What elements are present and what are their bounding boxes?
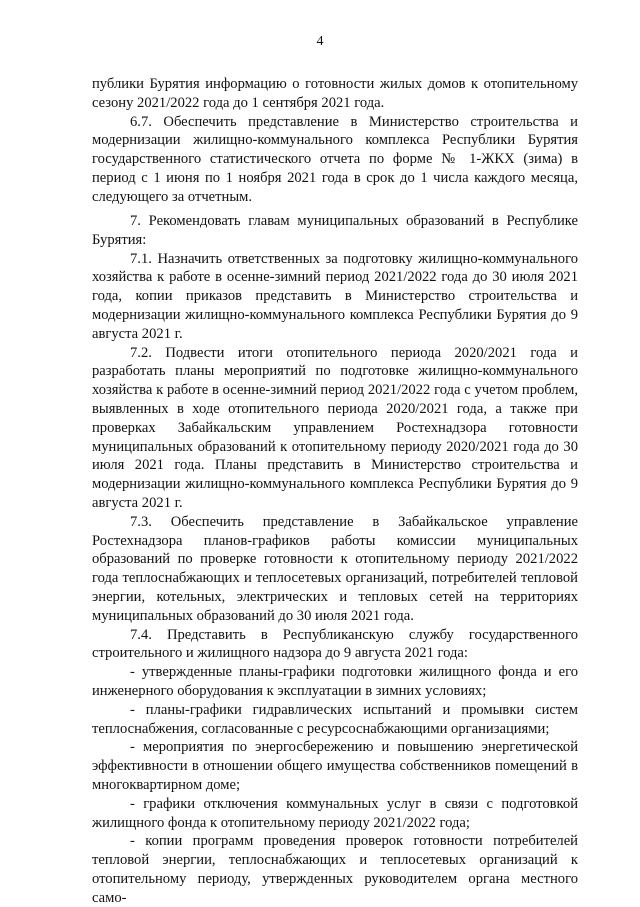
list-item-utility-shutdown: - графики отключения коммунальных услуг в связи с подготовкой жилищного фонда к отопительному периоду 2021/2022 года; xyxy=(92,795,578,831)
list-item-inspection-programs: - копии программ проведения проверок готовности потребителей тепловой энергии, теплоснабжающих и теплосетевых организаций к отопительному периоду, утвержденных руководителем органа местного само- xyxy=(92,833,578,906)
page-number: 4 xyxy=(316,34,324,49)
paragraph-7-2: 7.2. Подвести итоги отопительного периода 2020/2021 года и разработать планы мероприятий по подготовке жилищно-коммунального хозяйства к работе в осенне-зимний период 2021/2022 года с учетом проблем, выявленных в ходе отопительного периода 2020/2021 года, а также при проверках Забайкальским управлением Ростехнадзора готовности муниципальных образований к отопительному периоду 2020/2021 года до 30 июля 2021 года. Планы представить в Министерство строительства и модернизации жилищно-коммунального комплекса Республики Бурятия до 9 августа 2021 г. xyxy=(92,344,578,511)
list-item-plans-schedules: - утвержденные планы-графики подготовки жилищного фонда и его инженерного оборудования к эксплуатации в зимних условиях; xyxy=(92,664,578,699)
list-item-energy-saving: - мероприятия по энергосбережению и повышению энергетической эффективности в отношении общего имущества собственников помещений в многоквартирном доме; xyxy=(92,739,578,793)
paragraph-6-7: 6.7. Обеспечить представление в Министерство строительства и модернизации жилищно-коммунального комплекса Республики Бурятия государственного статистического отчета по форме № 1-ЖКХ (зима) в период с 1 июня по 1 ноября 2021 года в срок до 1 числа каждого месяца, следующего за отчетным. xyxy=(92,113,578,205)
paragraph-7-1: 7.1. Назначить ответственных за подготовку жилищно-коммунального хозяйства к работе в осенне-зимний период 2021/2022 года до 30 июля 2021 года, копии приказов представить в Министерство строительства и модернизации жилищно-коммунального комплекса Республики Бурятия до 9 августа 2021 г. xyxy=(92,250,578,342)
section-6-continuation xyxy=(92,75,578,207)
paragraph-7-3: 7.3. Обеспечить представление в Забайкальское управление Ростехнадзора планов-графиков работы комиссии муниципальных образований по проверке готовности к отопительному периоду 2021/2022 года теплоснабжающих и теплосетевых организаций, потребителей тепловой энергии, котельных, электрических и тепловых сетей на территориях муниципальных образований до 30 июля 2021 года. xyxy=(92,513,578,624)
paragraph-continuation: публики Бурятия информацию о готовности жилых домов к отопительному сезону 2021/2022 года до 1 сентября 2021 года. xyxy=(92,76,578,111)
section-7 xyxy=(92,212,578,907)
paragraph-7-4: 7.4. Представить в Республиканскую службу государственного строительного и жилищного надзора до 9 августа 2021 года: xyxy=(92,626,578,662)
paragraph-7: 7. Рекомендовать главам муниципальных образований в Республике Бурятия: xyxy=(92,213,578,248)
list-item-hydraulic-tests: - планы-графики гидравлических испытаний и промывки систем теплоснабжения, согласованные с ресурсоснабжающими организациями; xyxy=(92,701,578,737)
